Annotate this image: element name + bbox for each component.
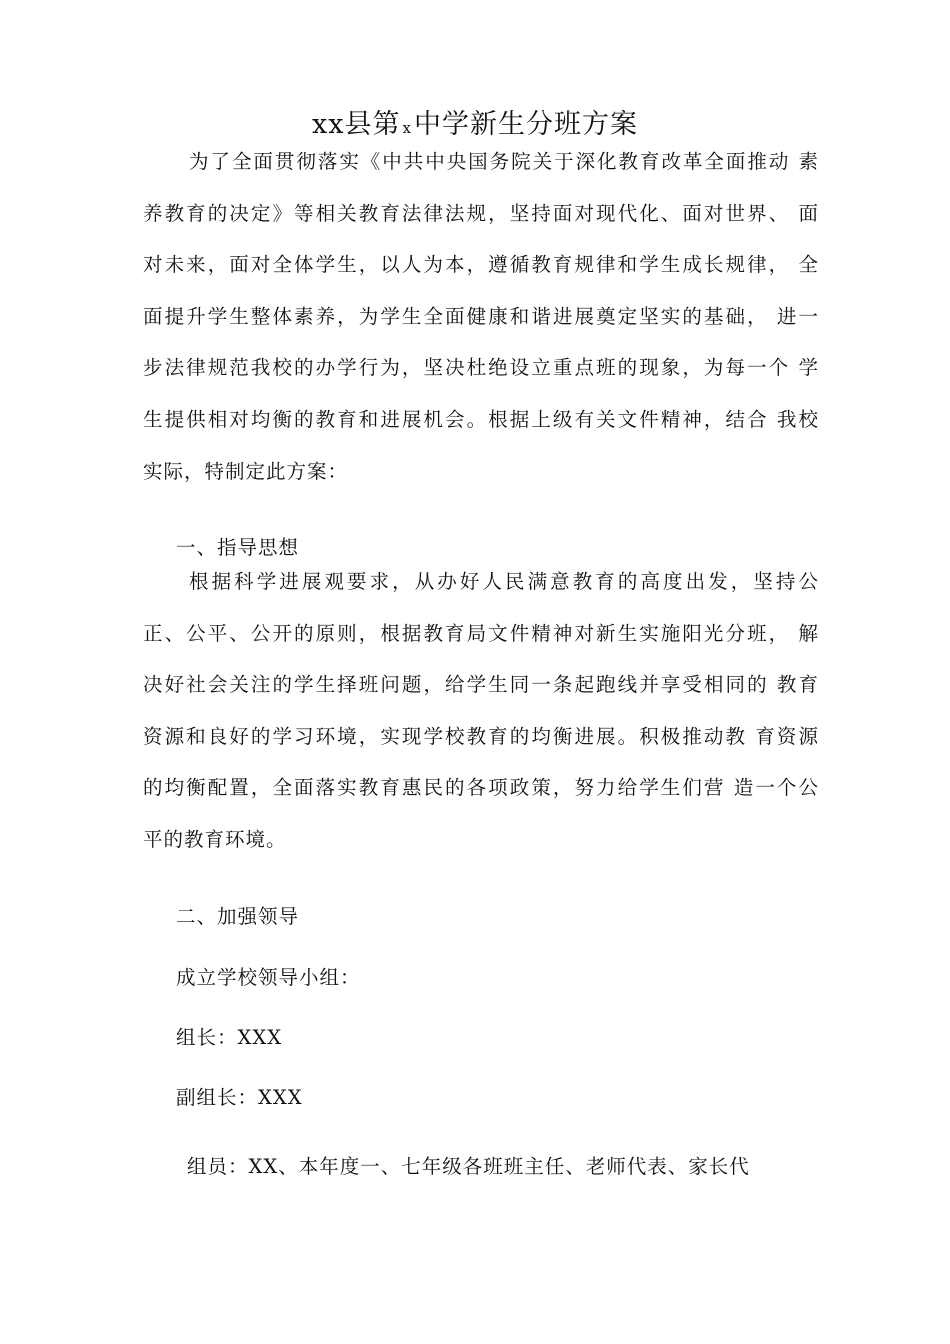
intro-paragraph: [143, 136, 819, 497]
intro-line: 面提升学生整体素养，为学生全面健康和谐进展奠定坚实的基础， 进一: [143, 304, 819, 328]
intro-line: 养教育的决定》等相关教育法律法规，坚持面对现代化、面对世界、 面: [143, 201, 819, 225]
group-intro: 成立学校领导小组：: [176, 966, 361, 989]
section1-line: 决好社会关注的学生择班问题，给学生同一条起跑线并享受相同的 教育: [143, 673, 819, 697]
section1-line: 正、公平、公开的原则，根据教育局文件精神对新生实施阳光分班， 解: [143, 621, 819, 645]
section1-line: 资源和良好的学习环境，实现学校教育的均衡进展。积极推动教 育资源: [143, 724, 819, 748]
section1-heading: 一、指导思想: [176, 536, 300, 559]
intro-line: 对未来，面对全体学生，以人为本，遵循教育规律和学生成长规律， 全: [143, 253, 819, 277]
intro-line: 为了全面贯彻落实《中共中央国务院关于深化教育改革全面推动 素: [189, 150, 819, 173]
title-suffix: 中学新生分班方案: [413, 109, 638, 140]
section2-heading: 二、加强领导: [176, 905, 300, 928]
title-small-x: x: [402, 119, 412, 137]
deputy-leader-line: 副组长：XXX: [176, 1086, 303, 1109]
section1-paragraph: [143, 556, 819, 866]
section1-line: 的均衡配置，全面落实教育惠民的各项政策，努力给学生们营 造一个公: [143, 776, 819, 800]
section1-line: 平的教育环境。: [143, 827, 287, 851]
section1-line: 根据科学进展观要求，从办好人民满意教育的高度出发，坚持公: [189, 570, 819, 593]
intro-line: 步法律规范我校的办学行为，坚决杜绝设立重点班的现象，为每一个 学: [143, 356, 819, 380]
intro-line: 生提供相对均衡的教育和进展机会。根据上级有关文件精神，结合 我校: [143, 407, 819, 431]
intro-line: 实际，特制定此方案：: [143, 459, 349, 483]
leader-line: 组长：XXX: [176, 1026, 283, 1049]
title-prefix: xx县第: [312, 109, 401, 140]
members-line: 组员：XX、本年度一、七年级各班班主任、老师代表、家长代: [187, 1155, 750, 1178]
